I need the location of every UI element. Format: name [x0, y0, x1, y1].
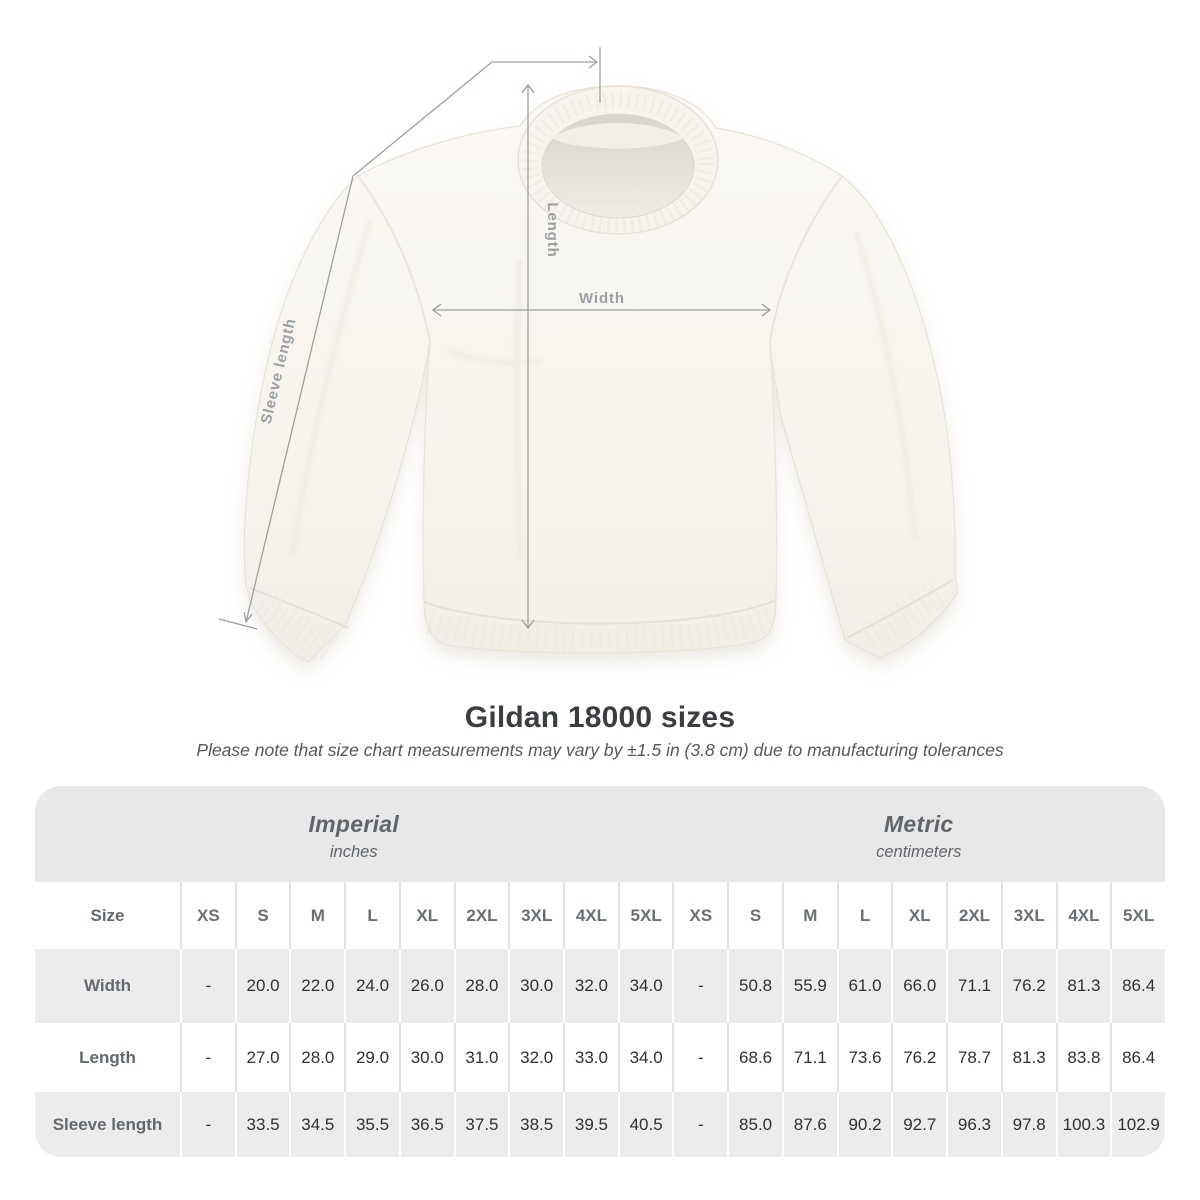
metric-value: 66.0	[891, 949, 946, 1023]
metric-value: 87.6	[782, 1092, 837, 1157]
sleeve-length-label: Sleeve length	[257, 316, 300, 426]
imperial-value: -	[180, 949, 235, 1023]
tolerance-note: Please note that size chart measurements may vary by ±1.5 in (3.8 cm) due to manufacturing tolerances	[196, 740, 1004, 760]
imperial-value: 28.0	[454, 949, 509, 1023]
imperial-size-header: 5XL	[618, 882, 673, 949]
metric-value: 85.0	[727, 1092, 782, 1157]
imperial-value: 34.5	[289, 1092, 344, 1157]
imperial-value: -	[180, 1092, 235, 1157]
header-row	[35, 882, 1165, 949]
page-title: Gildan 18000 sizes	[464, 701, 736, 734]
imperial-value: 37.5	[454, 1092, 509, 1157]
metric-value: 68.6	[727, 1023, 782, 1092]
metric-value: 81.3	[1001, 1023, 1056, 1092]
imperial-size-header: S	[235, 882, 290, 949]
metric-size-header: S	[727, 882, 782, 949]
metric-value: 86.4	[1110, 949, 1165, 1023]
metric-value: -	[672, 1092, 727, 1157]
metric-value: 90.2	[837, 1092, 892, 1157]
metric-group-header	[673, 786, 1166, 882]
row-label: Sleeve length	[52, 1114, 163, 1134]
metric-value: 96.3	[946, 1092, 1001, 1157]
imperial-value: -	[180, 1023, 235, 1092]
metric-value: 50.8	[727, 949, 782, 1023]
imperial-size-header: 3XL	[508, 882, 563, 949]
metric-value: 92.7	[891, 1092, 946, 1157]
imperial-value: 35.5	[344, 1092, 399, 1157]
table-row-length	[35, 1023, 1165, 1092]
imperial-value: 39.5	[563, 1092, 618, 1157]
metric-value: 97.8	[1001, 1092, 1056, 1157]
metric-value: 102.9	[1110, 1092, 1165, 1157]
metric-value: -	[672, 1023, 727, 1092]
metric-size-header: XS	[672, 882, 727, 949]
imperial-value: 34.0	[618, 1023, 673, 1092]
unit-group-band	[35, 786, 1165, 882]
length-label: Length	[544, 202, 561, 258]
imperial-group-header	[35, 786, 673, 882]
imperial-size-header: L	[344, 882, 399, 949]
imperial-label: Imperial	[308, 810, 400, 837]
imperial-value: 26.0	[399, 949, 454, 1023]
imperial-size-header: M	[289, 882, 344, 949]
table-row-sleeve-length	[35, 1092, 1165, 1157]
table-row-width	[35, 949, 1165, 1023]
size-table	[35, 786, 1165, 1157]
imperial-value: 32.0	[508, 1023, 563, 1092]
size-column-header: Size	[90, 905, 125, 925]
metric-value: 81.3	[1056, 949, 1111, 1023]
metric-value: 76.2	[891, 1023, 946, 1092]
imperial-size-header: XL	[399, 882, 454, 949]
sleeve-end-tick	[219, 619, 257, 629]
imperial-value: 30.0	[508, 949, 563, 1023]
metric-size-header: 2XL	[946, 882, 1001, 949]
metric-value: 78.7	[946, 1023, 1001, 1092]
imperial-value: 34.0	[618, 949, 673, 1023]
row-label: Width	[83, 976, 132, 995]
imperial-value: 24.0	[344, 949, 399, 1023]
imperial-value: 29.0	[344, 1023, 399, 1092]
table-rows	[35, 949, 1165, 1157]
imperial-value: 20.0	[235, 949, 290, 1023]
imperial-value: 38.5	[508, 1092, 563, 1157]
metric-value: 86.4	[1110, 1023, 1165, 1092]
imperial-size-header: 2XL	[454, 882, 509, 949]
metric-value: 83.8	[1056, 1023, 1111, 1092]
imperial-value: 22.0	[289, 949, 344, 1023]
imperial-value: 30.0	[399, 1023, 454, 1092]
imperial-size-header: XS	[180, 882, 235, 949]
metric-size-header: M	[782, 882, 837, 949]
metric-value: 76.2	[1001, 949, 1056, 1023]
row-label: Length	[79, 1047, 136, 1067]
width-label: Width	[578, 290, 626, 307]
metric-size-header: 4XL	[1056, 882, 1111, 949]
metric-size-header: L	[837, 882, 892, 949]
imperial-value: 27.0	[235, 1023, 290, 1092]
imperial-value: 31.0	[454, 1023, 509, 1092]
imperial-value: 33.5	[235, 1092, 290, 1157]
metric-size-header: 5XL	[1110, 882, 1165, 949]
metric-size-header: 3XL	[1001, 882, 1056, 949]
imperial-value: 36.5	[399, 1092, 454, 1157]
imperial-sublabel: inches	[329, 842, 378, 861]
imperial-value: 32.0	[563, 949, 618, 1023]
metric-value: 55.9	[782, 949, 837, 1023]
metric-value: 73.6	[837, 1023, 892, 1092]
imperial-value: 40.5	[618, 1092, 673, 1157]
metric-size-header: XL	[891, 882, 946, 949]
metric-value: 100.3	[1056, 1092, 1111, 1157]
imperial-value: 28.0	[289, 1023, 344, 1092]
metric-sublabel: centimeters	[876, 842, 962, 861]
metric-value: 71.1	[782, 1023, 837, 1092]
imperial-value: 33.0	[563, 1023, 618, 1092]
imperial-size-header: 4XL	[563, 882, 618, 949]
metric-value: -	[672, 949, 727, 1023]
metric-value: 71.1	[946, 949, 1001, 1023]
metric-label: Metric	[883, 810, 954, 837]
metric-value: 61.0	[837, 949, 892, 1023]
